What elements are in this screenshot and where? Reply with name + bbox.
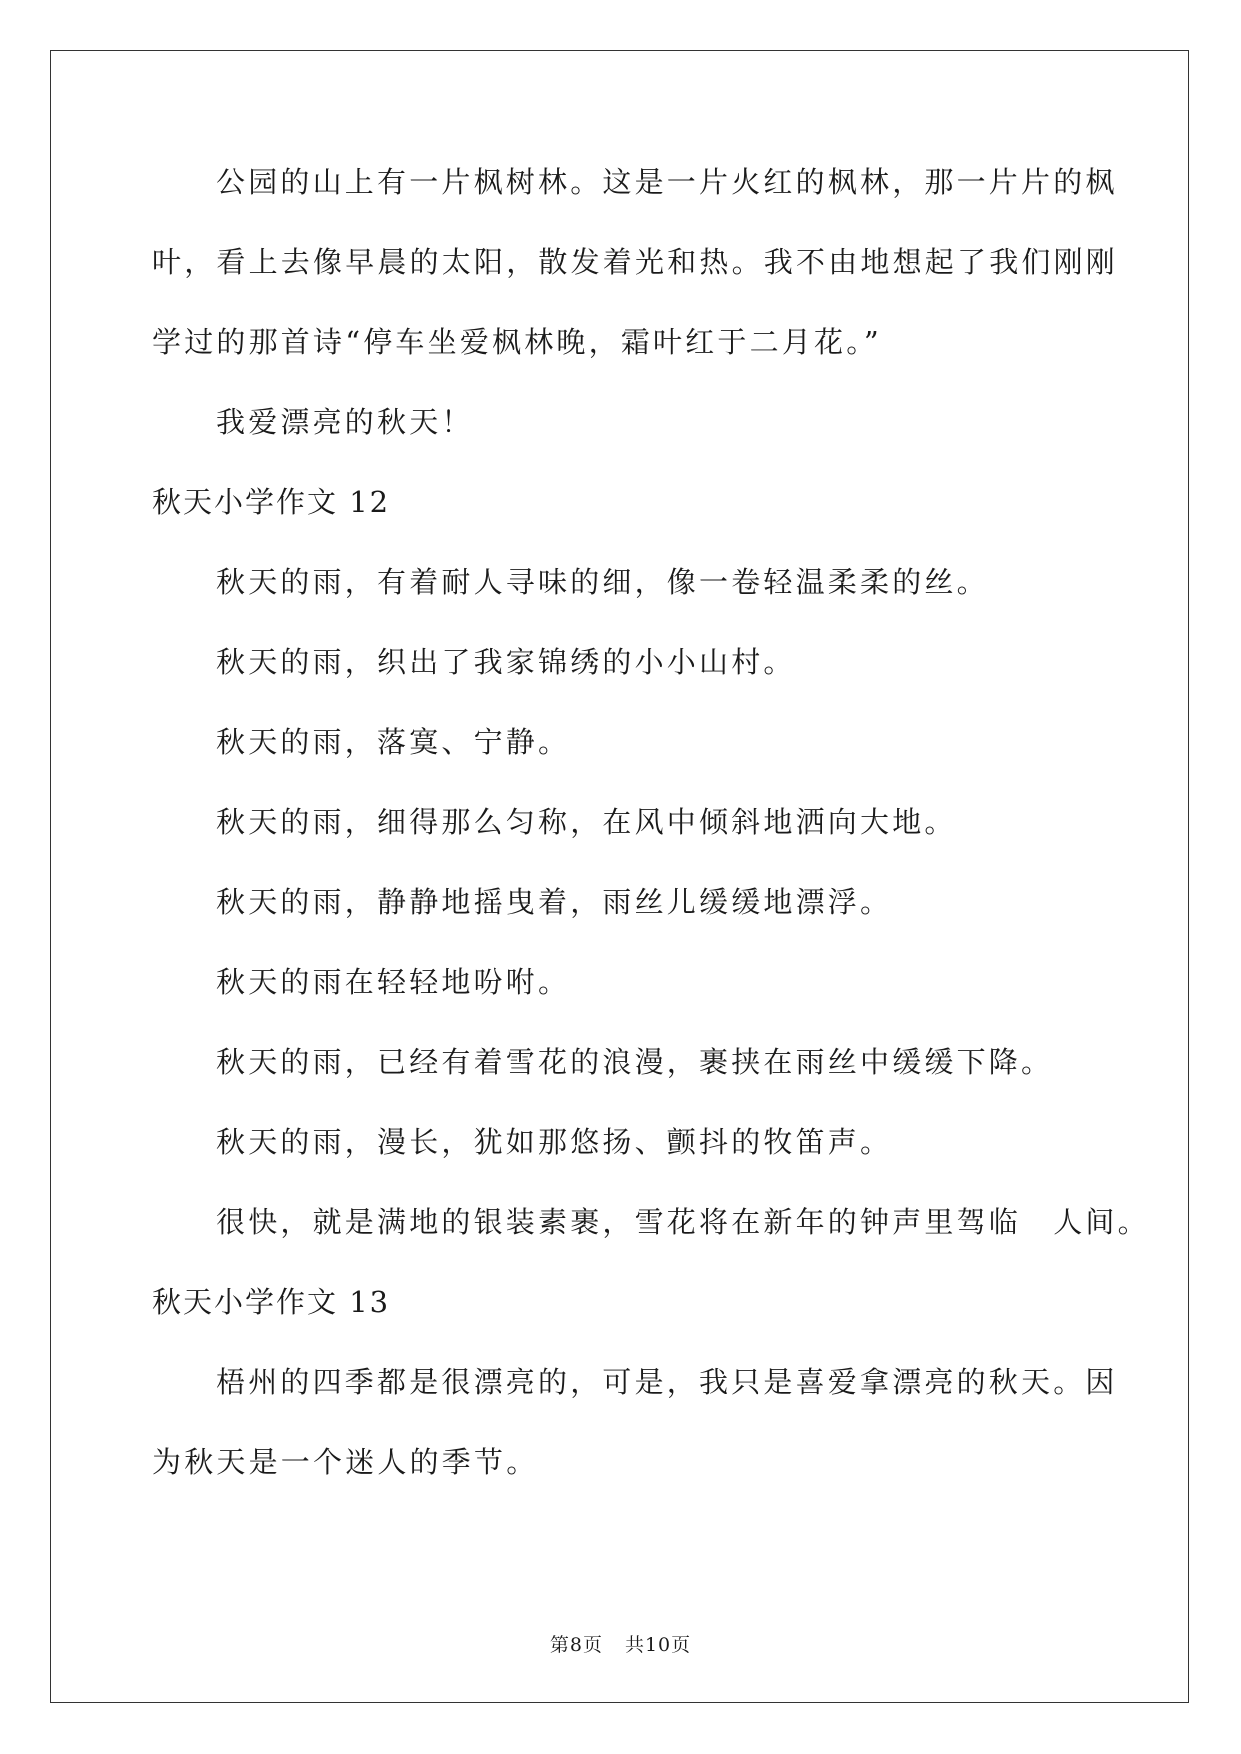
page-number: 第8页: [549, 1634, 603, 1656]
section-heading: 秋天小学作文 13: [152, 1285, 391, 1319]
page-footer: [0, 1630, 1241, 1657]
page-total: 共10页: [624, 1634, 692, 1656]
paragraph-line: 秋天的雨，细得那么匀称，在风中倾斜地洒向大地。: [216, 805, 957, 839]
paragraph-line: 秋天的雨，漫长，犹如那悠扬、颤抖的牧笛声。: [216, 1125, 893, 1159]
paragraph-line: 秋天的雨，织出了我家锦绣的小小山村。: [216, 645, 796, 679]
paragraph-line: 秋天的雨，落寞、宁静。: [216, 725, 571, 759]
paragraph-line: 很快，就是满地的银装素裹，雪花将在新年的钟声里驾临 人间。: [216, 1205, 1150, 1239]
paragraph-line: 秋天的雨，静静地摇曳着，雨丝儿缓缓地漂浮。: [216, 885, 893, 919]
paragraph-line: 秋天的雨在轻轻地吩咐。: [216, 965, 571, 999]
paragraph-line: 学过的那首诗“停车坐爱枫林晚，霜叶红于二月花。”: [152, 325, 882, 359]
paragraph-line: 梧州的四季都是很漂亮的，可是，我只是喜爱拿漂亮的秋天。因: [216, 1365, 1118, 1399]
paragraph-line: 为秋天是一个迷人的季节。: [152, 1445, 539, 1479]
section-heading: 秋天小学作文 12: [152, 485, 391, 519]
paragraph-line: 秋天的雨，有着耐人寻味的细，像一卷轻温柔柔的丝。: [216, 565, 989, 599]
paragraph-line: 秋天的雨，已经有着雪花的浪漫，裹挟在雨丝中缓缓下降。: [216, 1045, 1054, 1079]
paragraph-line: 叶，看上去像早晨的太阳，散发着光和热。我不由地想起了我们刚刚: [152, 245, 1119, 279]
paragraph-line: 我爱漂亮的秋天！: [216, 405, 474, 439]
paragraph-line: 公园的山上有一片枫树林。这是一片火红的枫林，那一片片的枫: [216, 165, 1118, 199]
